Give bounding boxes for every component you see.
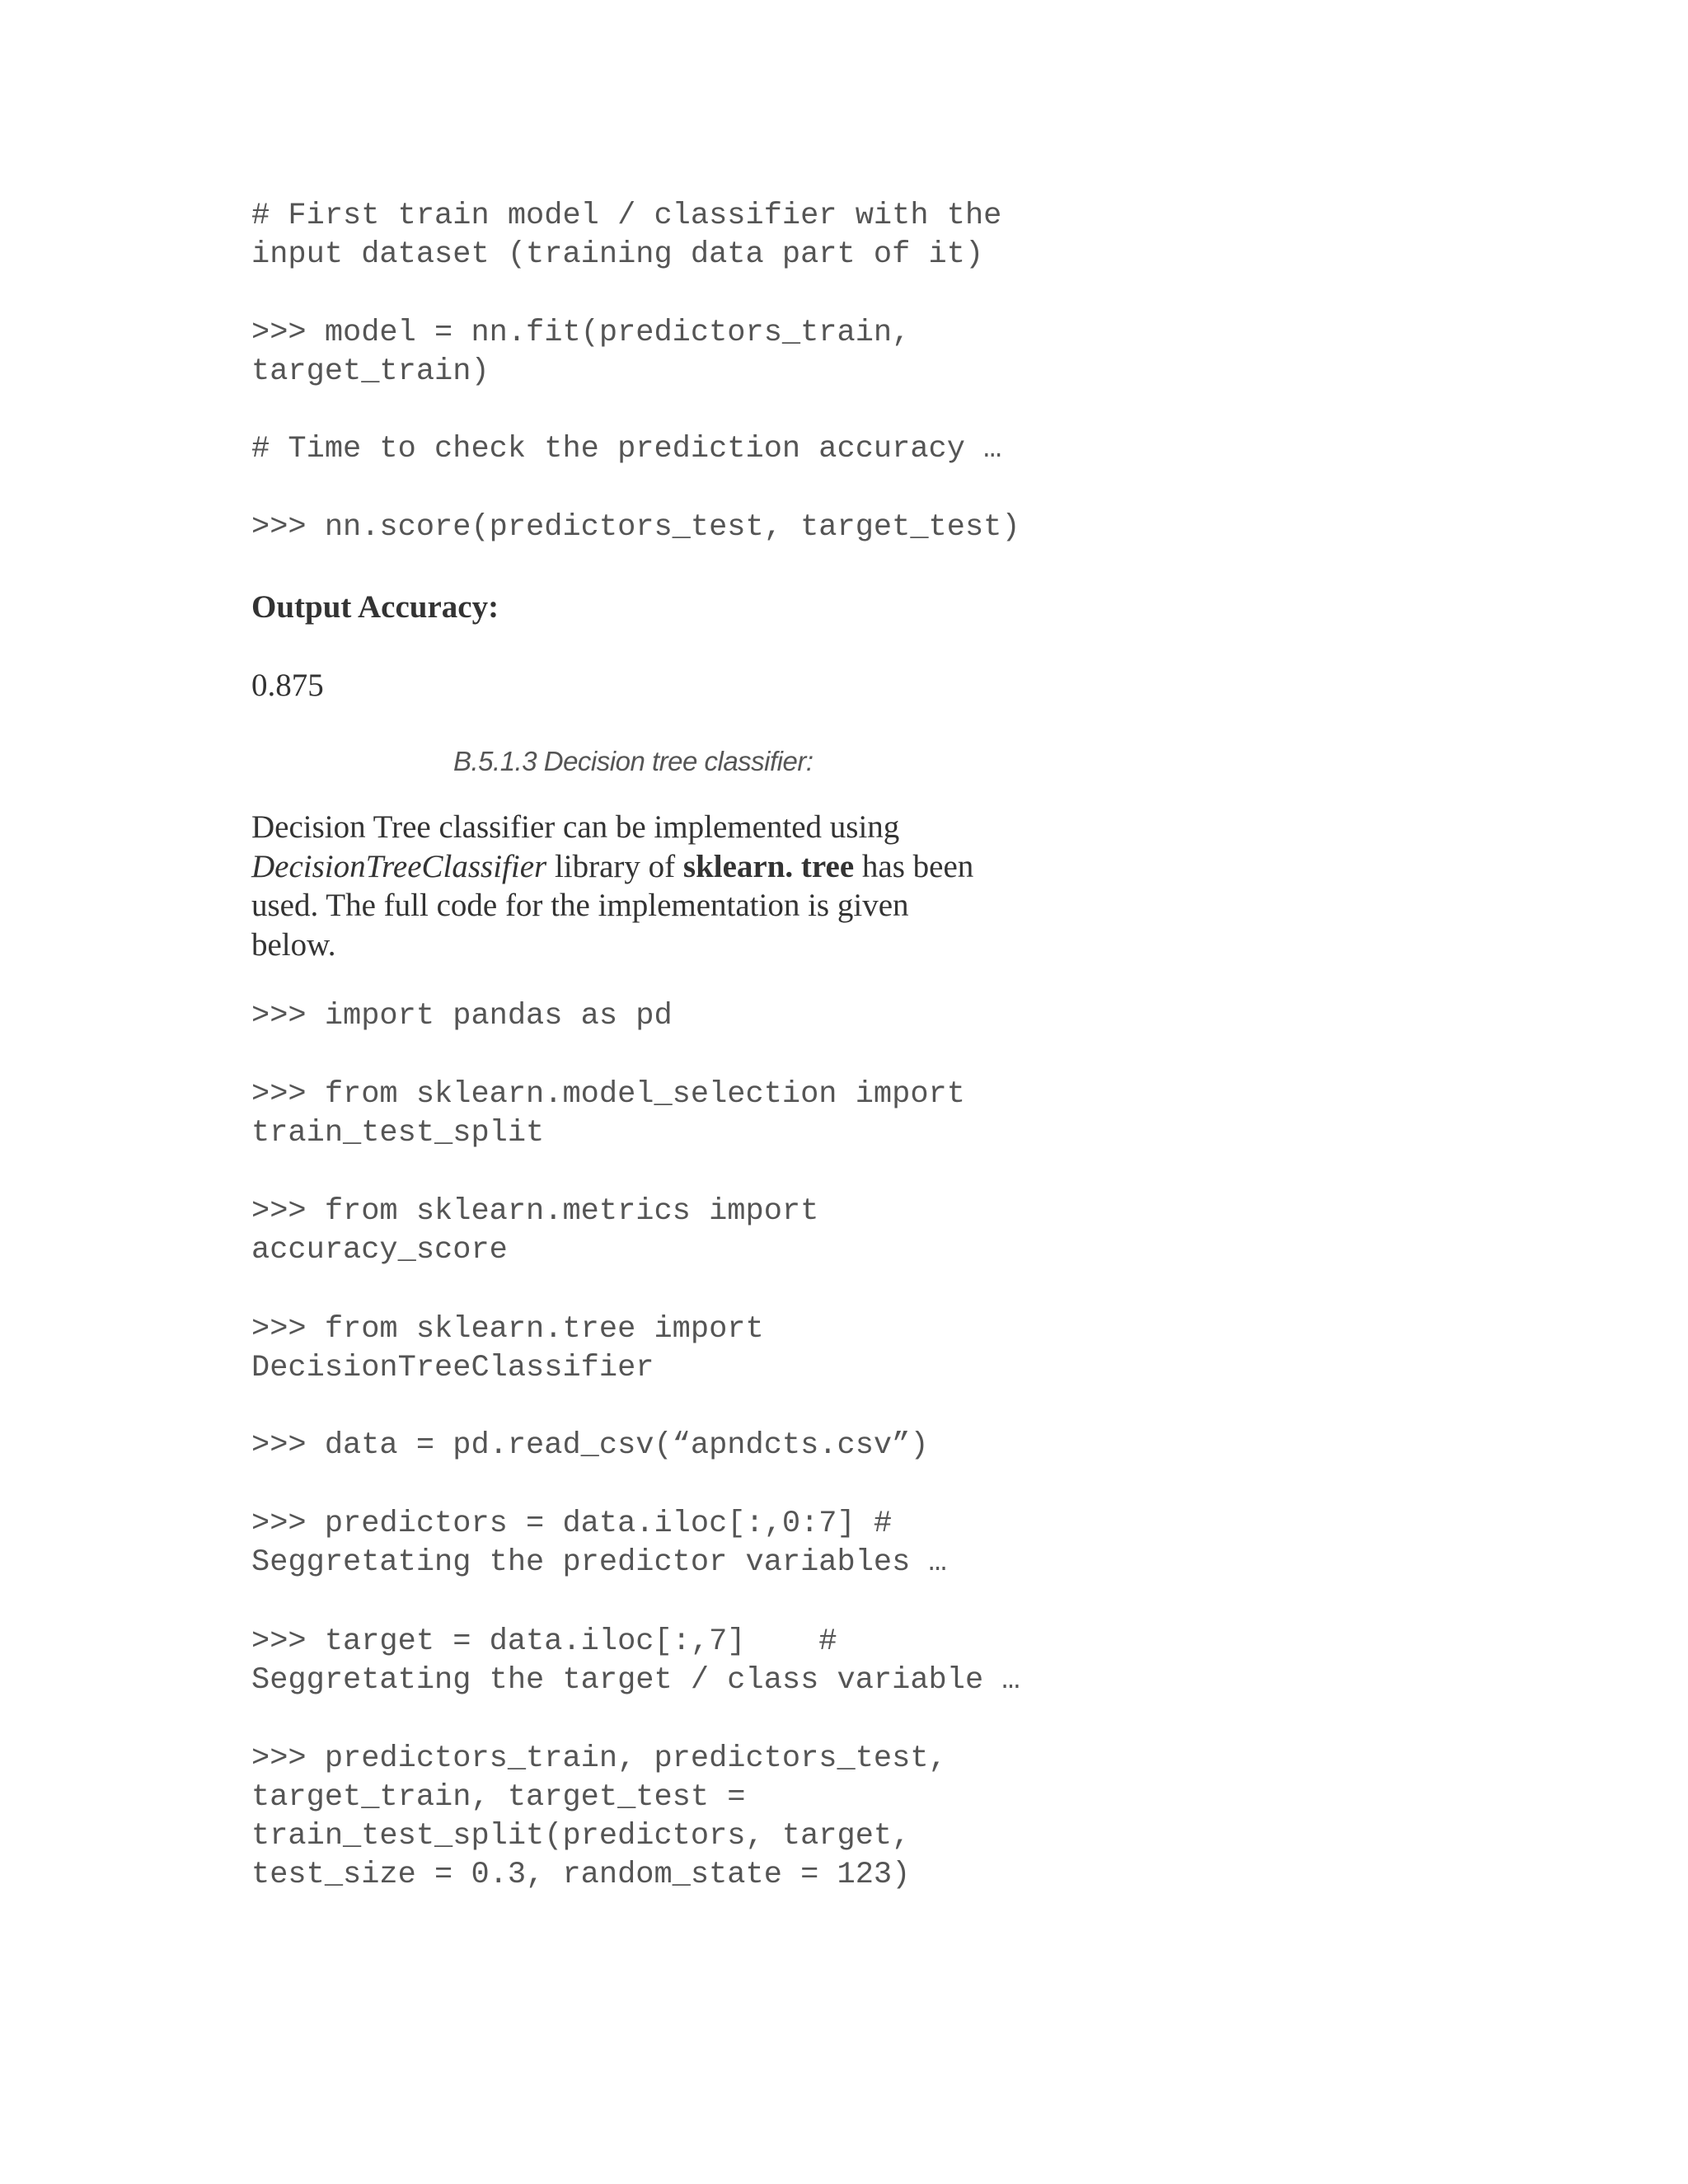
output-heading-text: Output Accuracy: — [251, 589, 499, 625]
code-block-train-test-split — [251, 1740, 1076, 1895]
code-line: >>> from sklearn.tree import — [251, 1312, 764, 1347]
paragraph-line-2 — [251, 847, 1076, 887]
paragraph-text: has been — [854, 848, 974, 884]
code-line: Seggretating the predictor variables … — [251, 1545, 947, 1580]
code-block-score — [251, 509, 1076, 547]
code-block-model-fit — [251, 314, 1076, 391]
code-block-import-pandas — [251, 997, 1076, 1036]
paragraph-text: library of — [546, 848, 683, 884]
code-block-read-csv — [251, 1427, 1076, 1465]
paragraph-line-4: below. — [251, 926, 336, 963]
code-block-comment-train — [251, 197, 1076, 274]
code-line: target_train, target_test = — [251, 1780, 746, 1815]
code-line: # First train model / classifier with the — [251, 199, 1002, 233]
code-line: DecisionTreeClassifier — [251, 1351, 654, 1385]
output-value — [251, 666, 1076, 705]
code-line: accuracy_score — [251, 1233, 508, 1268]
code-line: >>> predictors = data.iloc[:,0:7] # — [251, 1507, 893, 1541]
output-value-text: 0.875 — [251, 668, 324, 703]
code-line: >>> from sklearn.model_selection import — [251, 1077, 965, 1112]
code-line: Seggretating the target / class variable … — [251, 1663, 1020, 1698]
code-line: target_train) — [251, 354, 490, 389]
code-line: input dataset (training data part of it) — [251, 237, 984, 272]
paragraph-line-3: used. The full code for the implementation is given — [251, 888, 909, 923]
description-paragraph — [251, 808, 1076, 964]
code-block-target — [251, 1623, 1076, 1700]
section-heading: B.5.1.3 Decision tree classifier: — [453, 746, 814, 776]
code-line: # Time to check the prediction accuracy … — [251, 432, 1002, 466]
output-heading — [251, 588, 1076, 626]
code-line: >>> import pandas as pd — [251, 999, 673, 1033]
code-block-import-tree — [251, 1310, 1076, 1388]
code-line: >>> from sklearn.metrics import — [251, 1194, 819, 1229]
paragraph-italic-term: DecisionTreeClassifier — [251, 848, 547, 884]
code-block-import-metrics — [251, 1193, 1076, 1270]
code-block-import-split — [251, 1076, 1076, 1153]
code-line: train_test_split(predictors, target, — [251, 1819, 911, 1854]
code-line: >>> model = nn.fit(predictors_train, — [251, 316, 911, 350]
paragraph-bold-term: sklearn. tree — [682, 848, 855, 884]
code-line: >>> nn.score(predictors_test, target_test) — [251, 510, 1020, 545]
code-line: train_test_split — [251, 1116, 545, 1151]
code-line: >>> target = data.iloc[:,7] # — [251, 1624, 837, 1659]
code-line: test_size = 0.3, random_state = 123) — [251, 1858, 911, 1892]
code-line: >>> predictors_train, predictors_test, — [251, 1741, 947, 1776]
paragraph-line-1: Decision Tree classifier can be implemented using — [251, 809, 900, 845]
code-block-predictors — [251, 1505, 1076, 1582]
code-block-comment-accuracy — [251, 430, 1076, 469]
code-line: >>> data = pd.read_csv(“apndcts.csv”) — [251, 1428, 929, 1463]
